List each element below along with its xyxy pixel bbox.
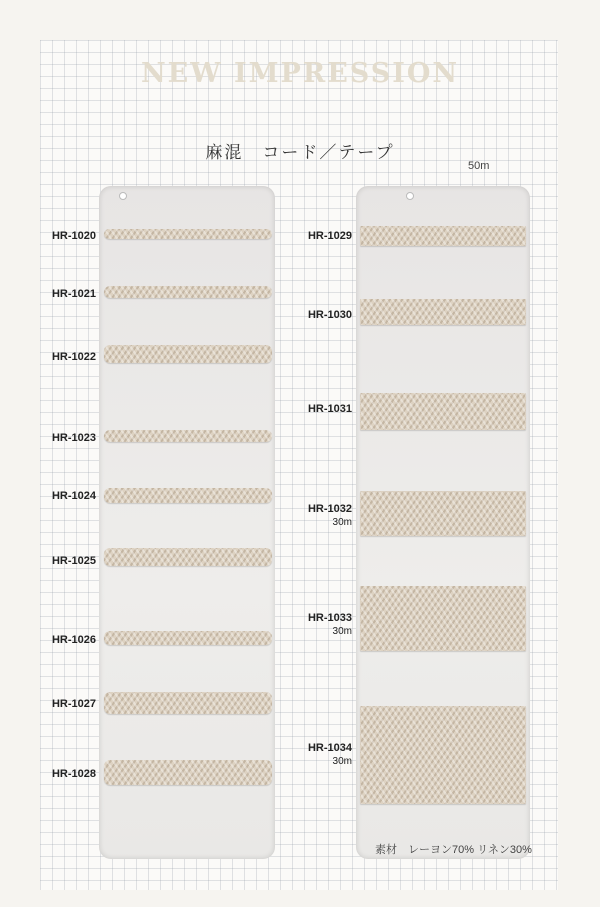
tape-sample: [360, 586, 526, 651]
tape-sample: [360, 226, 526, 246]
tape-sample: [360, 706, 526, 804]
sample-length: 30m: [332, 756, 352, 767]
sample-length: 30m: [332, 626, 352, 637]
sample-code: HR-1031: [307, 403, 352, 415]
cord-sample: [104, 488, 272, 503]
sample-code: HR-1027: [51, 698, 96, 710]
sample-code: HR-1026: [51, 634, 96, 646]
cord-sample: [104, 229, 272, 239]
sample-code: HR-1025: [51, 555, 96, 567]
tape-sample: [360, 491, 526, 536]
cord-sample: [104, 631, 272, 645]
cord-sample: [104, 692, 272, 714]
product-subtitle: 麻混 コード／テープ: [205, 143, 395, 162]
punch-hole-icon: [406, 192, 414, 200]
sample-code: HR-1020: [51, 230, 96, 242]
punch-hole-icon: [119, 192, 127, 200]
sample-length: 30m: [332, 517, 352, 528]
cord-sample: [104, 430, 272, 442]
sample-code: HR-1024: [51, 490, 96, 502]
sample-code: HR-1021: [51, 288, 96, 300]
sample-code: HR-1022: [51, 351, 96, 363]
cord-sample: [104, 345, 272, 363]
sample-code: HR-1032 30m: [280, 503, 352, 529]
tape-sample: [360, 299, 526, 325]
sample-code: HR-1030: [307, 309, 352, 321]
sample-code: HR-1033 30m: [280, 612, 352, 638]
cord-sample: [104, 760, 272, 785]
sample-code: HR-1034 30m: [280, 742, 352, 768]
length-note: 50m: [468, 160, 490, 172]
cord-sample: [104, 286, 272, 298]
material-note: 素材 レーヨン70% リネン30%: [375, 844, 532, 856]
sample-code: HR-1029: [307, 230, 352, 242]
sample-code: HR-1023: [51, 432, 96, 444]
brand-title: NEW IMPRESSION: [140, 58, 460, 89]
sample-code: HR-1028: [51, 768, 96, 780]
tape-sample: [360, 393, 526, 430]
cord-sample: [104, 548, 272, 566]
